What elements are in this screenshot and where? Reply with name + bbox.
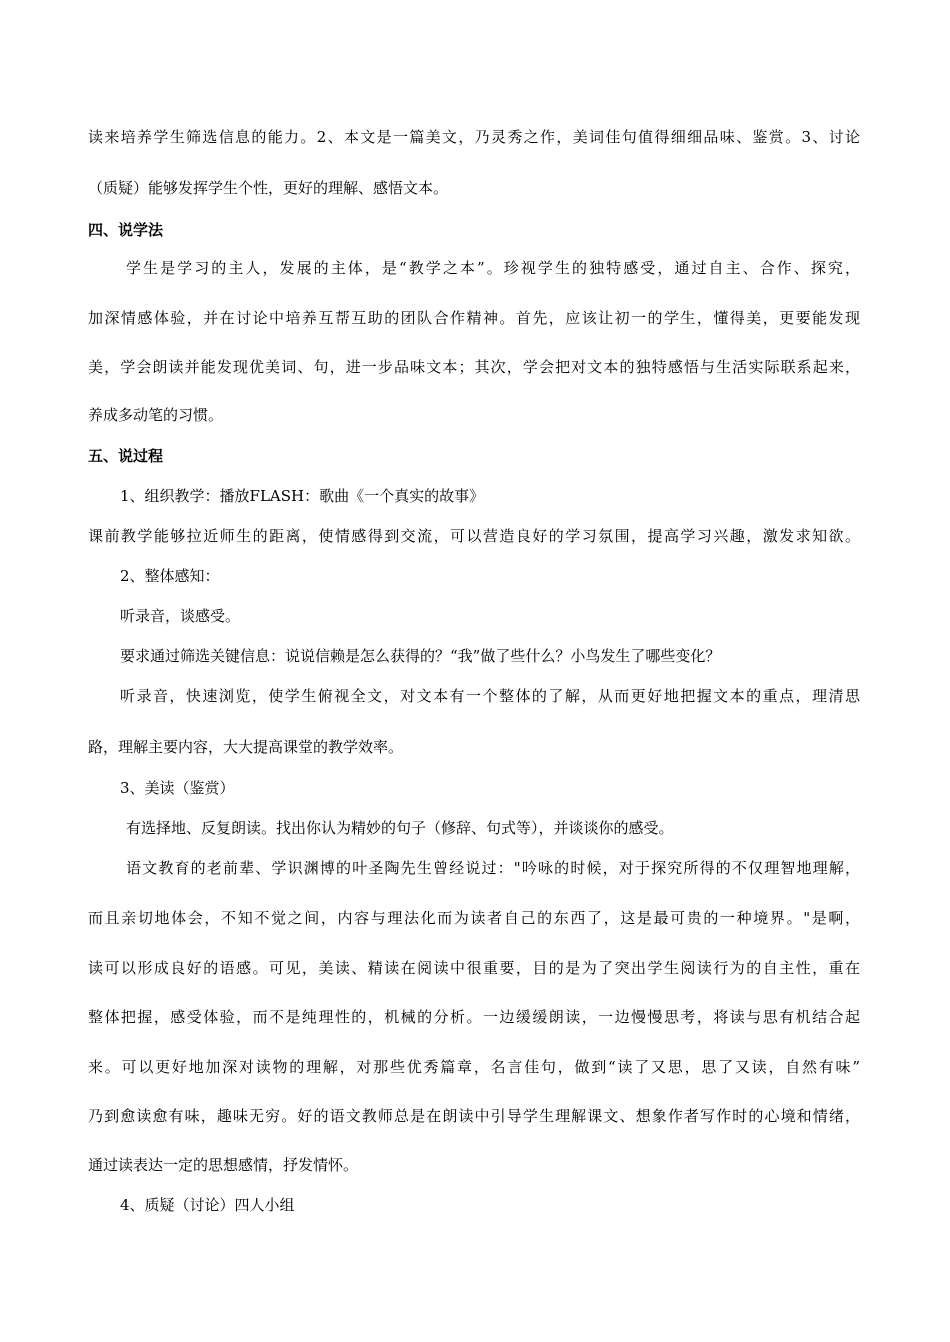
paragraph-line: 美，学会朗读并能发现优美词、句，进一步品味文本；其次，学会把对文本的独特感悟与生活实际联系起来， <box>88 358 860 376</box>
paragraph-line: 加深情感体验，并在讨论中培养互帮互助的团队合作精神。首先，应该让初一的学生，懂得美，更要能发现 <box>88 309 860 327</box>
paragraph-line: 学生是学习的主人，发展的主体，是“教学之本”。珍视学生的独特感受，通过自主、合作、探究， <box>126 259 860 277</box>
paragraph-line: 听录音，快速浏览，使学生俯视全文，对文本有一个整体的了解，从而更好地把握文本的重点，理清思 <box>120 687 860 705</box>
section-heading: 四、说学法 <box>88 221 164 239</box>
paragraph-line: 课前教学能够拉近师生的距离，使情感得到交流，可以营造良好的学习氛围，提高学习兴趣，激发求知欲。 <box>88 527 860 545</box>
paragraph-line: 要求通过筛选关键信息：说说信赖是怎么获得的？“我”做了些什么？小鸟发生了哪些变化？ <box>120 647 721 665</box>
paragraph-line: 读来培养学生筛选信息的能力。2、本文是一篇美文，乃灵秀之作，美词佳句值得细细品味、鉴赏。3、讨论 <box>88 128 860 146</box>
paragraph-line: 4、质疑（讨论）四人小组 <box>120 1196 295 1214</box>
paragraph-line: 而且亲切地体会，不知不觉之间，内容与理法化而为读者自己的东西了，这是最可贵的一种境界。"是啊， <box>88 909 860 927</box>
paragraph-line: 2、整体感知： <box>120 567 220 585</box>
paragraph-line: 有选择地、反复朗读。找出你认为精妙的句子（修辞、句式等），并谈谈你的感受。 <box>126 819 674 837</box>
paragraph-line: 听录音，谈感受。 <box>120 607 241 625</box>
paragraph-line: 1、组织教学：播放FLASH：歌曲《一个真实的故事》 <box>120 487 485 505</box>
paragraph-line: 乃到愈读愈有味，趣味无穷。好的语文教师总是在朗读中引导学生理解课文、想象作者写作时的心境和情绪， <box>88 1107 860 1125</box>
section-heading: 五、说过程 <box>88 447 164 465</box>
paragraph-line: 养成多动笔的习惯。 <box>88 406 224 424</box>
paragraph-line: （质疑）能够发挥学生个性，更好的理解、感悟文本。 <box>88 179 449 197</box>
paragraph-line: 语文教育的老前辈、学识渊博的叶圣陶先生曾经说过："吟咏的时候，对于探究所得的不仅理智地理解， <box>126 859 860 877</box>
paragraph-line: 整体把握，感受体验，而不是纯理性的，机械的分析。一边缓缓朗读，一边慢慢思考，将读与思有机结合起 <box>88 1008 860 1026</box>
paragraph-line: 3、美读（鉴赏） <box>120 779 235 797</box>
paragraph-line: 路，理解主要内容，大大提高课堂的教学效率。 <box>88 738 404 756</box>
paragraph-line: 读可以形成良好的语感。可见，美读、精读在阅读中很重要，目的是为了突出学生阅读行为的自主性，重在 <box>88 959 860 977</box>
paragraph-line: 来。可以更好地加深对读物的理解，对那些优秀篇章，名言佳句，做到“读了又思，思了又读，自然有味” <box>88 1058 860 1076</box>
paragraph-line: 通过读表达一定的思想感情，抒发情怀。 <box>88 1156 359 1174</box>
